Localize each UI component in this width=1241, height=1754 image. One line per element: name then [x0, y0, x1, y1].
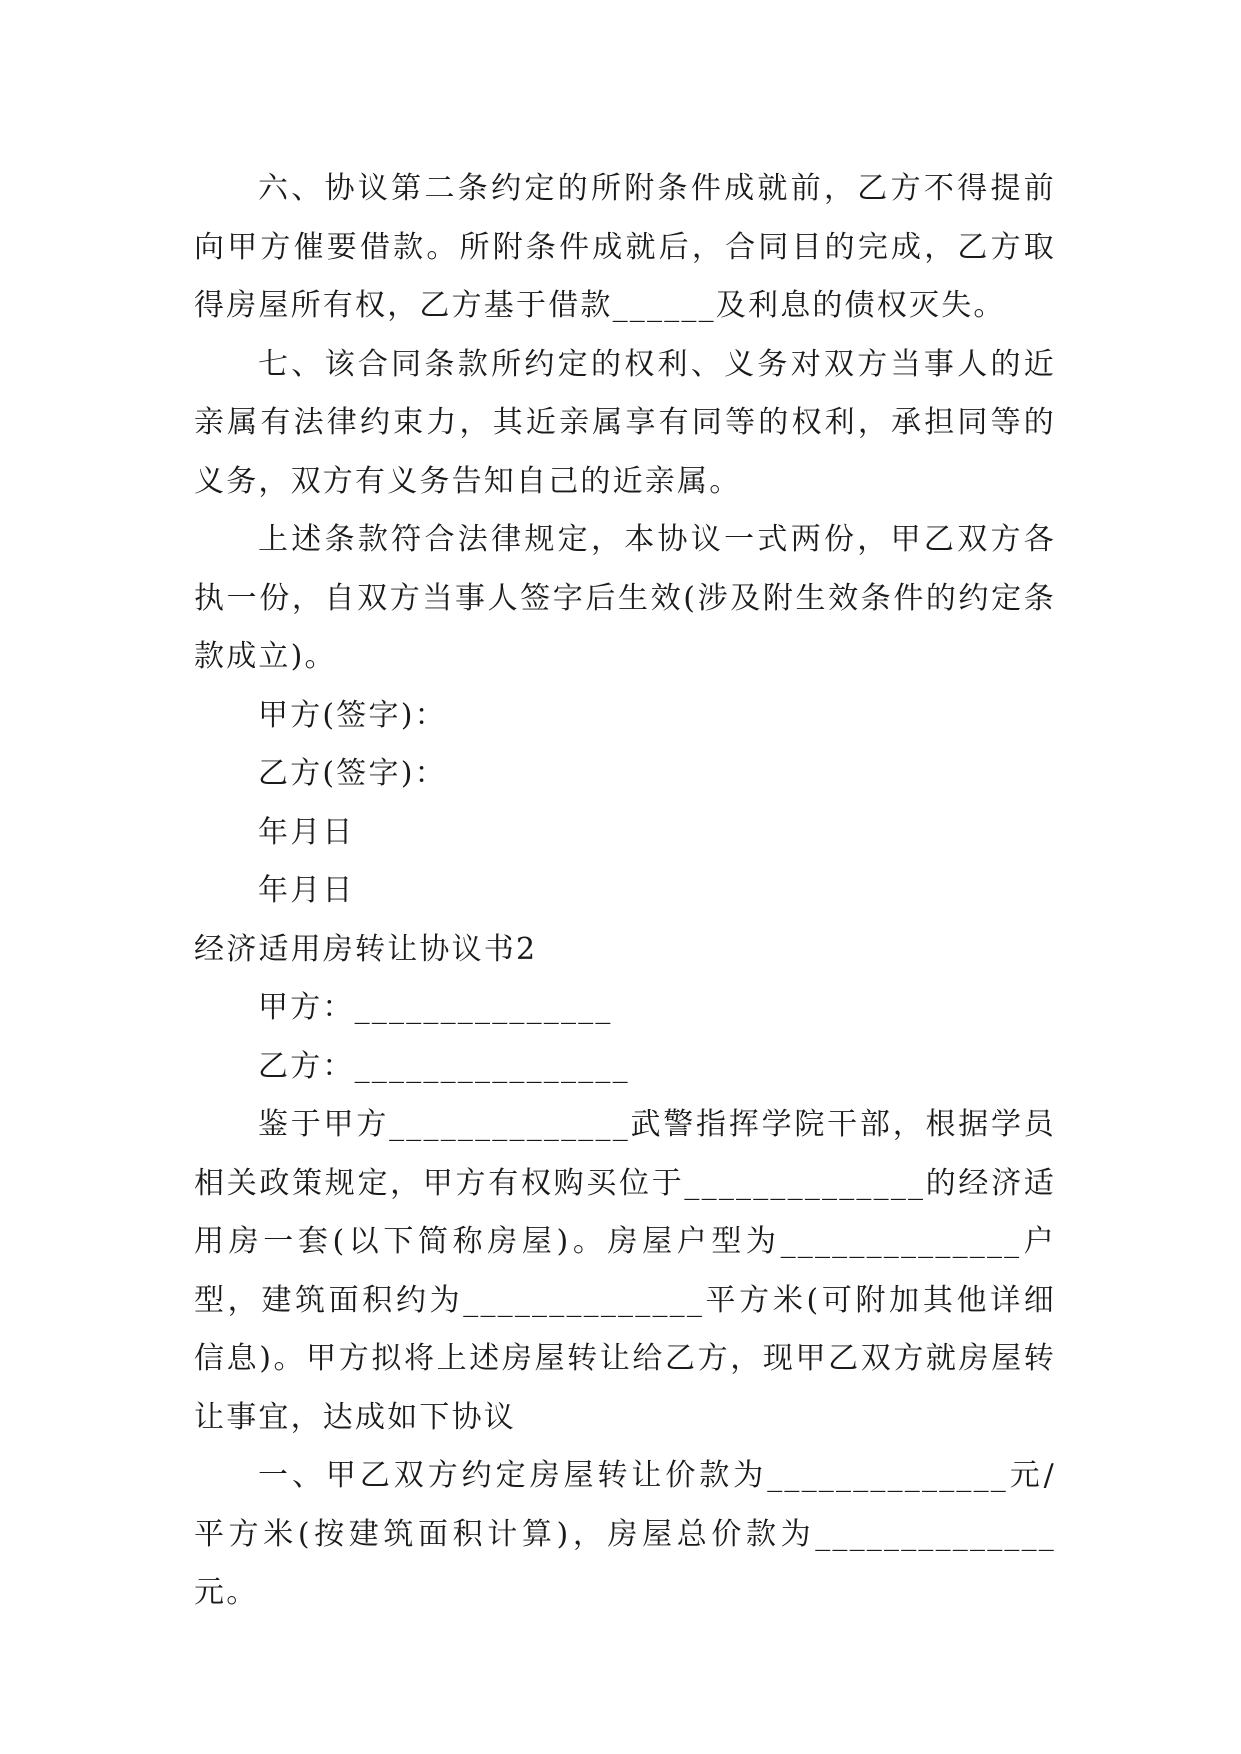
agreement-title: 经济适用房转让协议书2: [194, 931, 538, 967]
clause-seven: 七、该合同条款所约定的权利、义务对双方当事人的近亲属有法律约束力，其近亲属享有同等的权利，承担同等的义务，双方有义务告知自己的近亲属。: [194, 346, 1056, 499]
effect-clause: 上述条款符合法律规定，本协议一式两份，甲乙双方各执一份，自双方当事人签字后生效(涉及附生效条件的约定条款成立)。: [194, 522, 1056, 674]
party-b-line: 乙方：________________: [258, 1048, 630, 1084]
party-a-signature-line: 甲方(签字)：: [258, 697, 447, 733]
document-body: [194, 160, 1056, 1623]
party-b-signature-line: 乙方(签字)：: [258, 756, 447, 791]
date-line: 年月日: [258, 873, 355, 908]
date-line: 年月日: [258, 814, 355, 850]
clause-six: 六、协议第二条约定的所附条件成就前，乙方不得提前向甲方催要借款。所附条件成就后，合同目的完成，乙方取得房屋所有权，乙方基于借款______及利息的债权灭失。: [194, 171, 1056, 323]
clause-one: 一、甲乙双方约定房屋转让价款为______________元/平方米(按建筑面积计算)，房屋总价款为______________元。: [194, 1458, 1056, 1610]
party-a-line: 甲方：_______________: [258, 990, 613, 1025]
recital-paragraph: 鉴于甲方______________武警指挥学院干部，根据学员相关政策规定，甲方有权购买位于______________的经济适用房一套(以下简称房屋)。房屋户型为______________户型，建筑面积约为______________平方米(可附加其他详细信息)。甲方拟将上述房屋转让给乙方，现甲乙双方就房屋转让事宜，达成如下协议: [194, 1107, 1056, 1435]
